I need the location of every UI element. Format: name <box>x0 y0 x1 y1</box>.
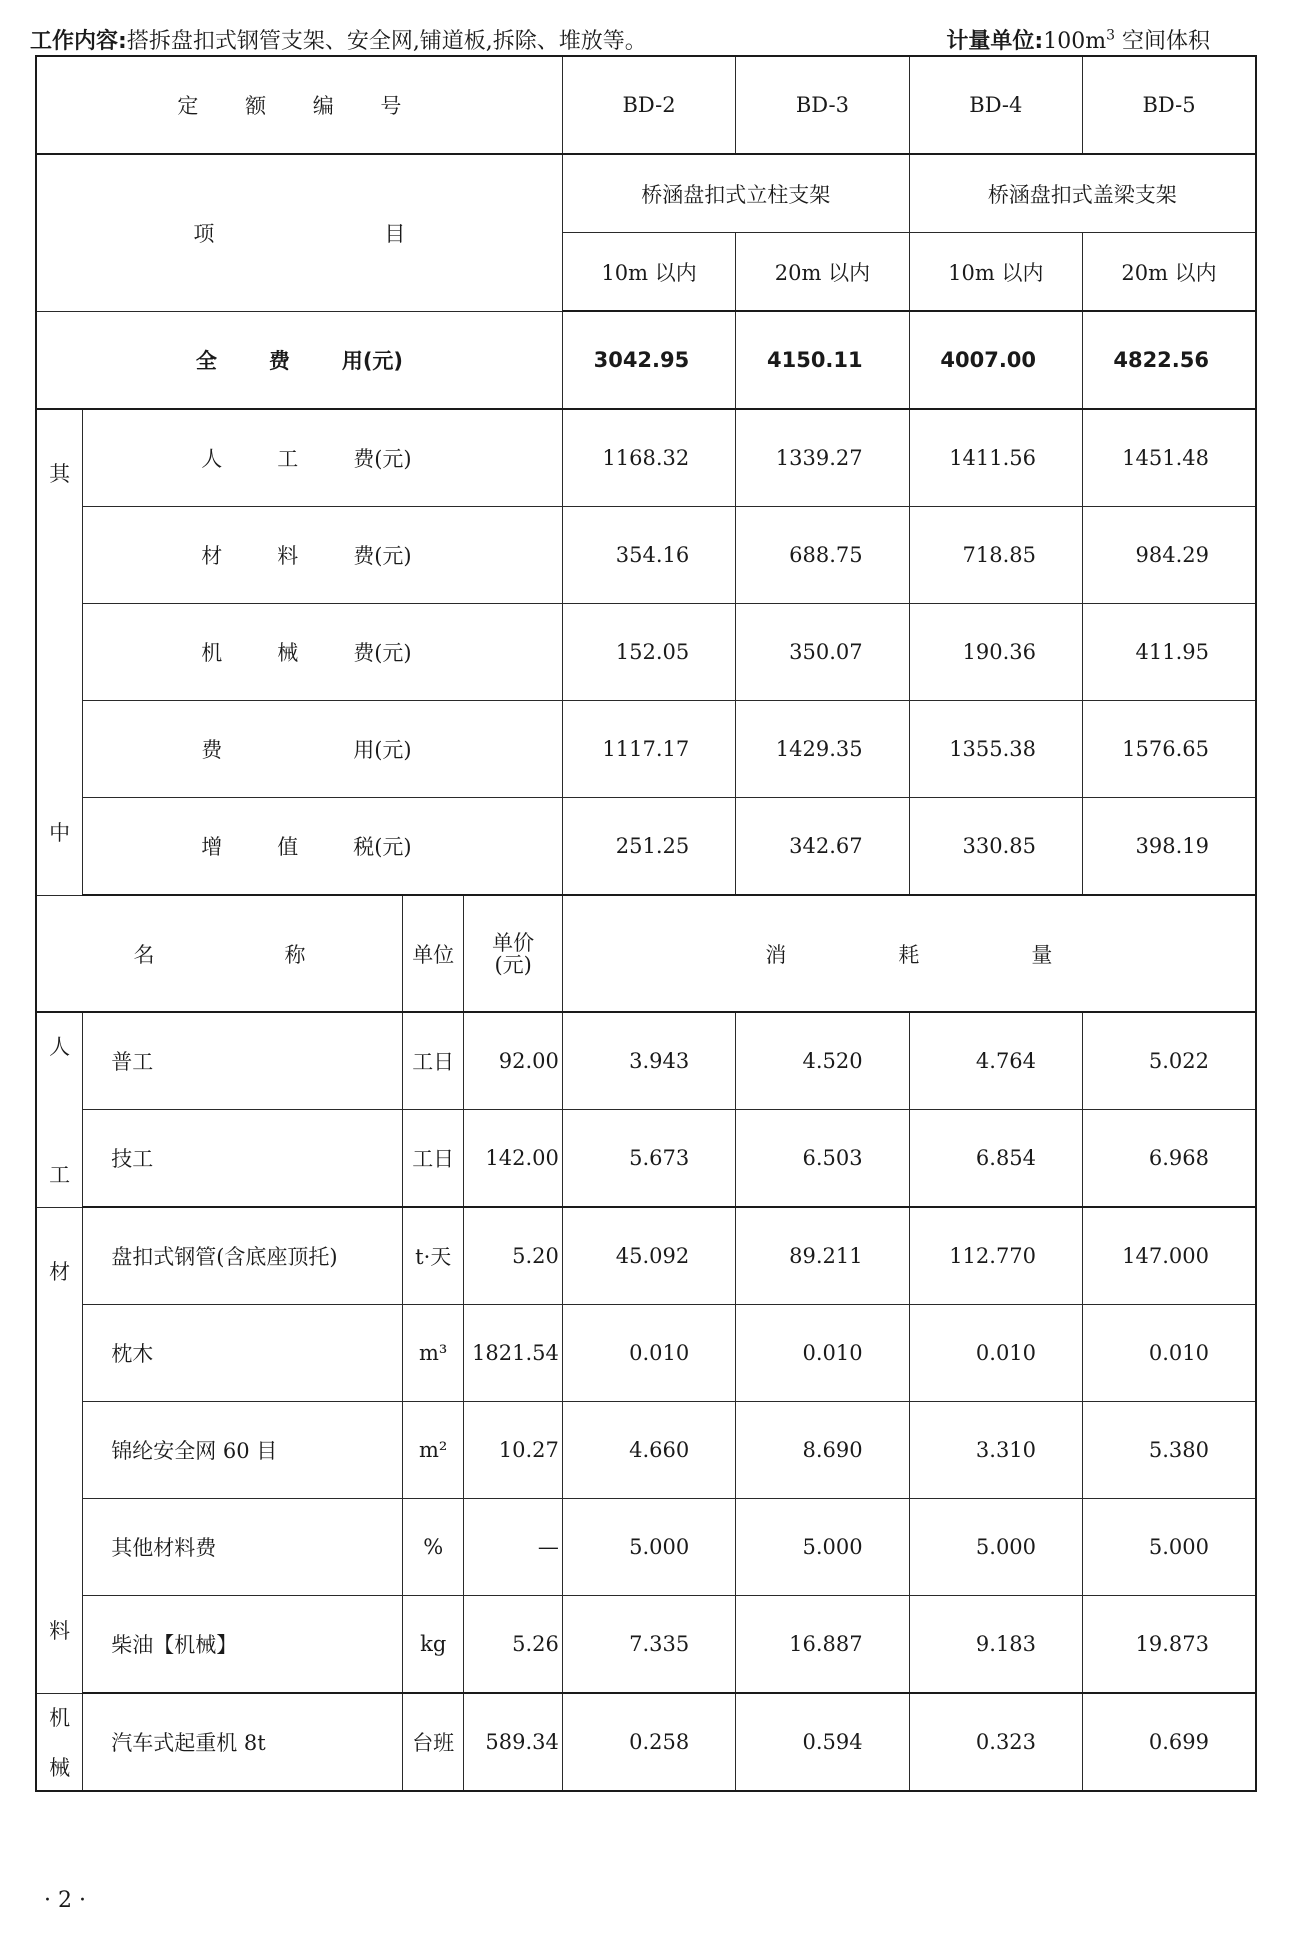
measure-unit-value: 100m <box>1043 29 1107 54</box>
resource-price: — <box>464 1499 562 1596</box>
consumption-value: 5.000 <box>1083 1499 1256 1596</box>
consumption-value: 0.010 <box>909 1305 1082 1402</box>
code-cell: BD-5 <box>1083 56 1256 154</box>
consumption-value: 0.323 <box>909 1693 1082 1791</box>
measure-unit-exponent: 3 <box>1106 27 1115 44</box>
breakdown-value: 342.67 <box>736 798 909 896</box>
resource-price: 142.00 <box>464 1110 562 1208</box>
item-label-2: 目 <box>384 221 406 246</box>
group-row <box>36 154 1256 233</box>
consumption-value: 0.010 <box>562 1305 735 1402</box>
breakdown-row <box>36 798 1256 896</box>
total-value: 4007.00 <box>909 311 1082 409</box>
consumption-value: 4.660 <box>562 1402 735 1499</box>
consumption-header: 消 耗 量 <box>562 895 1256 1012</box>
breakdown-label: 费 用(元) <box>83 701 563 798</box>
consumption-value: 7.335 <box>562 1596 735 1694</box>
consumption-value: 4.520 <box>736 1012 909 1110</box>
page-header <box>30 24 1258 56</box>
consumption-value: 19.873 <box>1083 1596 1256 1694</box>
material-row <box>36 1499 1256 1596</box>
labor-row <box>36 1012 1256 1110</box>
consumption-value: 8.690 <box>736 1402 909 1499</box>
breakdown-label: 增 值 税(元) <box>83 798 563 896</box>
resource-unit: t·天 <box>402 1207 463 1305</box>
consumption-value: 89.211 <box>736 1207 909 1305</box>
breakdown-value: 152.05 <box>562 604 735 701</box>
code-cell: BD-2 <box>562 56 735 154</box>
consumption-value: 3.310 <box>909 1402 1082 1499</box>
breakdown-label: 人 工 费(元) <box>83 409 563 507</box>
item-label-1: 项 <box>193 221 215 246</box>
code-row <box>36 56 1256 154</box>
resource-name: 技工 <box>83 1110 403 1208</box>
group-header: 桥涵盘扣式盖梁支架 <box>909 154 1256 233</box>
breakdown-value: 251.25 <box>562 798 735 896</box>
consumption-value: 45.092 <box>562 1207 735 1305</box>
material-row <box>36 1402 1256 1499</box>
breakdown-value: 190.36 <box>909 604 1082 701</box>
consumption-value: 6.854 <box>909 1110 1082 1208</box>
machine-category: 机 械 <box>36 1693 83 1791</box>
resource-price: 589.34 <box>464 1693 562 1791</box>
subheader-cell: 10m 以内 <box>562 233 735 312</box>
subheader-cell: 10m 以内 <box>909 233 1082 312</box>
resource-name: 枕木 <box>83 1305 403 1402</box>
material-row <box>36 1305 1256 1402</box>
breakdown-value: 350.07 <box>736 604 909 701</box>
among-label-top: 其 <box>49 462 71 486</box>
consumption-value: 0.258 <box>562 1693 735 1791</box>
code-cell: BD-3 <box>736 56 909 154</box>
resource-name: 盘扣式钢管(含底座顶托) <box>83 1207 403 1305</box>
total-label-1: 全 <box>195 348 217 373</box>
quota-table <box>35 55 1257 1792</box>
breakdown-value: 718.85 <box>909 507 1082 604</box>
material-row <box>36 1207 1256 1305</box>
total-value: 4822.56 <box>1083 311 1256 409</box>
unit-col-header: 单位 <box>402 895 463 1012</box>
consumption-value: 147.000 <box>1083 1207 1256 1305</box>
work-content-label: 工作内容: <box>30 29 127 54</box>
total-label-2: 费 <box>268 348 290 373</box>
material-row <box>36 1596 1256 1694</box>
among-label-bottom: 中 <box>49 820 71 845</box>
breakdown-value: 1451.48 <box>1083 409 1256 507</box>
breakdown-value: 1168.32 <box>562 409 735 507</box>
resource-unit: m³ <box>402 1305 463 1402</box>
breakdown-value: 1355.38 <box>909 701 1082 798</box>
consumption-value: 9.183 <box>909 1596 1082 1694</box>
measure-unit-suffix: 空间体积 <box>1115 29 1210 54</box>
name-col-header: 名 称 <box>36 895 402 1012</box>
consumption-value: 5.000 <box>736 1499 909 1596</box>
material-category: 材 料 <box>36 1207 83 1693</box>
consumption-value: 0.594 <box>736 1693 909 1791</box>
subheader-cell: 20m 以内 <box>736 233 909 312</box>
among-label <box>36 409 83 895</box>
resource-price: 5.26 <box>464 1596 562 1694</box>
breakdown-value: 398.19 <box>1083 798 1256 896</box>
breakdown-label: 材 料 费(元) <box>83 507 563 604</box>
resource-price: 10.27 <box>464 1402 562 1499</box>
consumption-value: 3.943 <box>562 1012 735 1110</box>
resource-name: 其他材料费 <box>83 1499 403 1596</box>
breakdown-value: 1429.35 <box>736 701 909 798</box>
consumption-value: 112.770 <box>909 1207 1082 1305</box>
breakdown-value: 330.85 <box>909 798 1082 896</box>
consumption-value: 5.000 <box>909 1499 1082 1596</box>
total-value: 4150.11 <box>736 311 909 409</box>
breakdown-value: 688.75 <box>736 507 909 604</box>
breakdown-value: 984.29 <box>1083 507 1256 604</box>
total-label-3: 用(元) <box>341 348 404 373</box>
breakdown-row <box>36 604 1256 701</box>
consumption-value: 0.010 <box>736 1305 909 1402</box>
consumption-value: 0.699 <box>1083 1693 1256 1791</box>
consumption-value: 0.010 <box>1083 1305 1256 1402</box>
consumption-value: 6.968 <box>1083 1110 1256 1208</box>
breakdown-row <box>36 409 1256 507</box>
resource-unit: % <box>402 1499 463 1596</box>
resource-unit: 工日 <box>402 1012 463 1110</box>
labor-category: 人 工 <box>36 1012 83 1207</box>
code-label: 定 额 编 号 <box>36 56 562 154</box>
total-row <box>36 311 1256 409</box>
measure-unit <box>946 24 1258 55</box>
resource-name: 锦纶安全网 60 目 <box>83 1402 403 1499</box>
breakdown-value: 411.95 <box>1083 604 1256 701</box>
page-number: · 2 · <box>44 1888 86 1913</box>
machine-row <box>36 1693 1256 1791</box>
measure-unit-label: 计量单位: <box>946 29 1044 54</box>
resource-unit: 工日 <box>402 1110 463 1208</box>
breakdown-value: 1576.65 <box>1083 701 1256 798</box>
consumption-value: 5.673 <box>562 1110 735 1208</box>
code-cell: BD-4 <box>909 56 1082 154</box>
subheader-cell: 20m 以内 <box>1083 233 1256 312</box>
total-value: 3042.95 <box>562 311 735 409</box>
work-content-text: 搭拆盘扣式钢管支架、安全网,铺道板,拆除、堆放等。 <box>126 29 647 54</box>
breakdown-value: 1117.17 <box>562 701 735 798</box>
resource-name: 柴油【机械】 <box>83 1596 403 1694</box>
resource-name: 普工 <box>83 1012 403 1110</box>
resource-price: 92.00 <box>464 1012 562 1110</box>
labor-row <box>36 1110 1256 1208</box>
work-content <box>30 24 647 55</box>
resource-unit: kg <box>402 1596 463 1694</box>
resource-name: 汽车式起重机 8t <box>83 1693 403 1791</box>
breakdown-row <box>36 507 1256 604</box>
consumption-value: 4.764 <box>909 1012 1082 1110</box>
total-label <box>36 311 562 409</box>
resource-header-row <box>36 895 1256 1012</box>
item-label <box>36 154 562 311</box>
group-header: 桥涵盘扣式立柱支架 <box>562 154 909 233</box>
resource-unit: m² <box>402 1402 463 1499</box>
resource-price: 1821.54 <box>464 1305 562 1402</box>
resource-unit: 台班 <box>402 1693 463 1791</box>
resource-price: 5.20 <box>464 1207 562 1305</box>
price-col-header: 单价 (元) <box>464 895 562 1012</box>
breakdown-value: 1339.27 <box>736 409 909 507</box>
consumption-value: 6.503 <box>736 1110 909 1208</box>
consumption-value: 5.000 <box>562 1499 735 1596</box>
consumption-value: 16.887 <box>736 1596 909 1694</box>
consumption-value: 5.022 <box>1083 1012 1256 1110</box>
consumption-value: 5.380 <box>1083 1402 1256 1499</box>
breakdown-label: 机 械 费(元) <box>83 604 563 701</box>
breakdown-row <box>36 701 1256 798</box>
breakdown-value: 1411.56 <box>909 409 1082 507</box>
breakdown-value: 354.16 <box>562 507 735 604</box>
